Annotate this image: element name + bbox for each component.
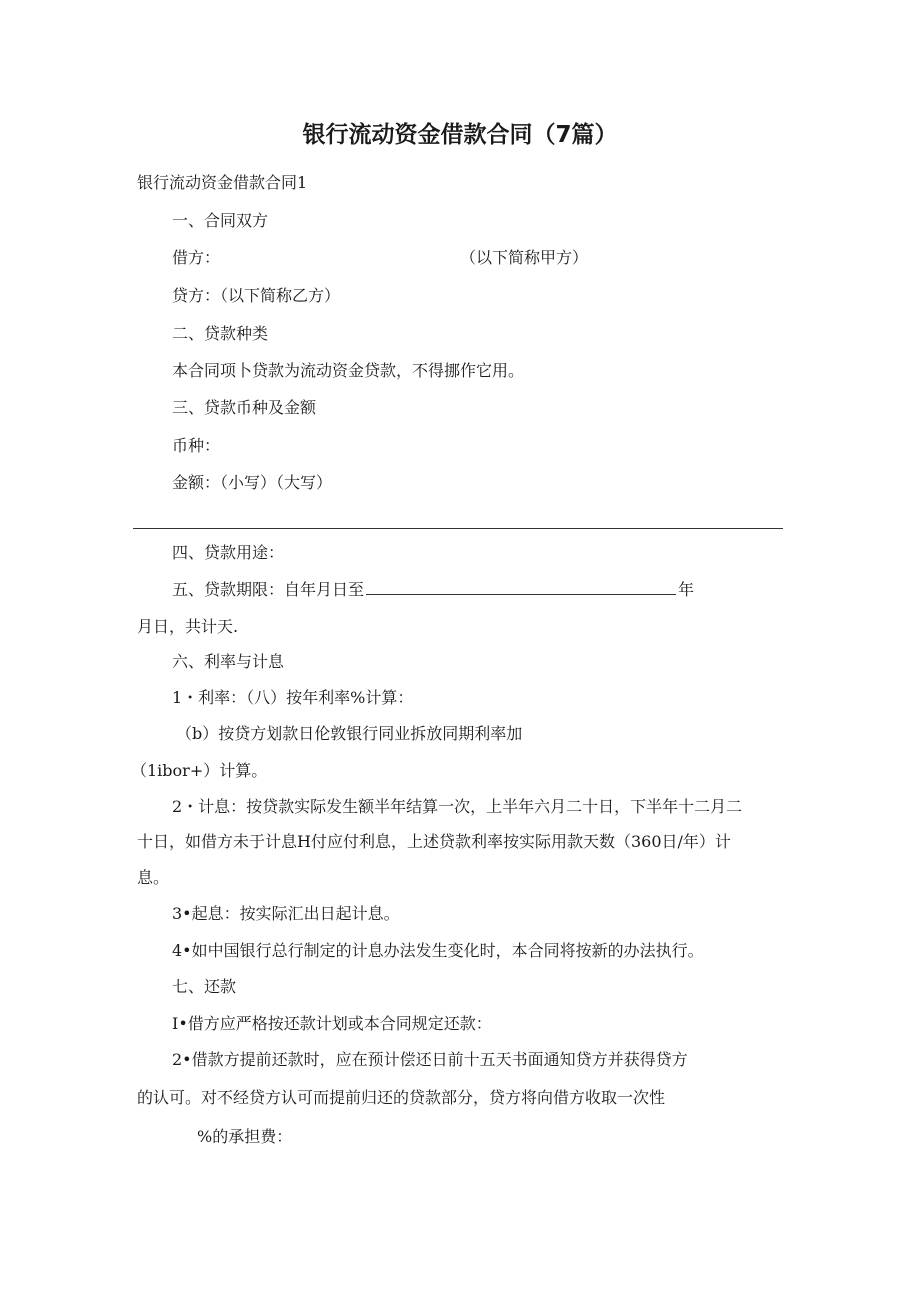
rate-line: 1・利率：（八）按年利率%计算： — [172, 688, 414, 707]
loan-type-text: 本合同项卜贷款为流动资金贷款，不得挪作它用。 — [172, 361, 525, 380]
repay-heading: 七、还款 — [172, 977, 237, 996]
term-blank — [366, 580, 676, 595]
rate-option-b: （b）按贷方划款日伦敦银行同业拆放同期利率加 — [176, 724, 523, 743]
interest-heading: 六、利率与计息 — [172, 652, 285, 671]
repay-item-2: 2•借款方提前还款时，应在预计偿还日前十五天书面通知贷方并获得贷方 — [172, 1050, 688, 1069]
contract-subtitle: 银行流动资金借款合同1 — [137, 173, 308, 192]
start-interest-line: 3•起息：按实际汇出日起计息。 — [172, 904, 400, 923]
purpose-heading: 四、贷款用途： — [172, 543, 285, 562]
calc-line-2: 十日，如借方未于计息H付应付利息，上述贷款利率按实际用款天数（360日/年）计 — [137, 832, 731, 851]
borrower-note: （以下简称甲方） — [460, 248, 589, 267]
term-continuation: 月日，共计天. — [137, 617, 239, 636]
change-method-line: 4•如中国银行总行制定的计息办法发生变化时，本合同将按新的办法执行。 — [172, 941, 704, 960]
repay-item-1: I•借方应严格按还款计划或本合同规定还款： — [172, 1014, 492, 1033]
term-prefix: 五、贷款期限：自年月日至 — [172, 580, 365, 599]
amount-line: 金额：（小写）（大写） — [172, 473, 333, 492]
borrower-line — [172, 247, 588, 269]
borrower-label: 借方： — [172, 248, 221, 267]
loan-type-heading: 二、贷款种类 — [172, 324, 269, 343]
rate-option-b-continuation: （1ibor+）计算。 — [131, 761, 268, 780]
term-suffix: 年 — [678, 580, 695, 599]
calc-line-3: 息。 — [137, 868, 170, 887]
divider-rule — [133, 528, 783, 529]
currency-heading: 三、贷款币种及金额 — [172, 398, 317, 417]
document-title: 银行流动资金借款合同（7篇） — [302, 122, 618, 148]
term-line — [172, 579, 694, 601]
commitment-fee-line: %的承担费： — [197, 1127, 293, 1146]
currency-line: 币种： — [172, 436, 221, 455]
calc-line-1: 2・计息：按贷款实际发生额半年结算一次，上半年六月二十日，下半年十二月二 — [172, 797, 743, 816]
repay-item-2-continuation: 的认可。对不经贷方认可而提前归还的贷款部分，贷方将向借方收取一次性 — [137, 1088, 666, 1107]
lender-line: 贷方：（以下简称乙方） — [172, 286, 341, 305]
parties-heading: 一、合同双方 — [172, 211, 269, 230]
